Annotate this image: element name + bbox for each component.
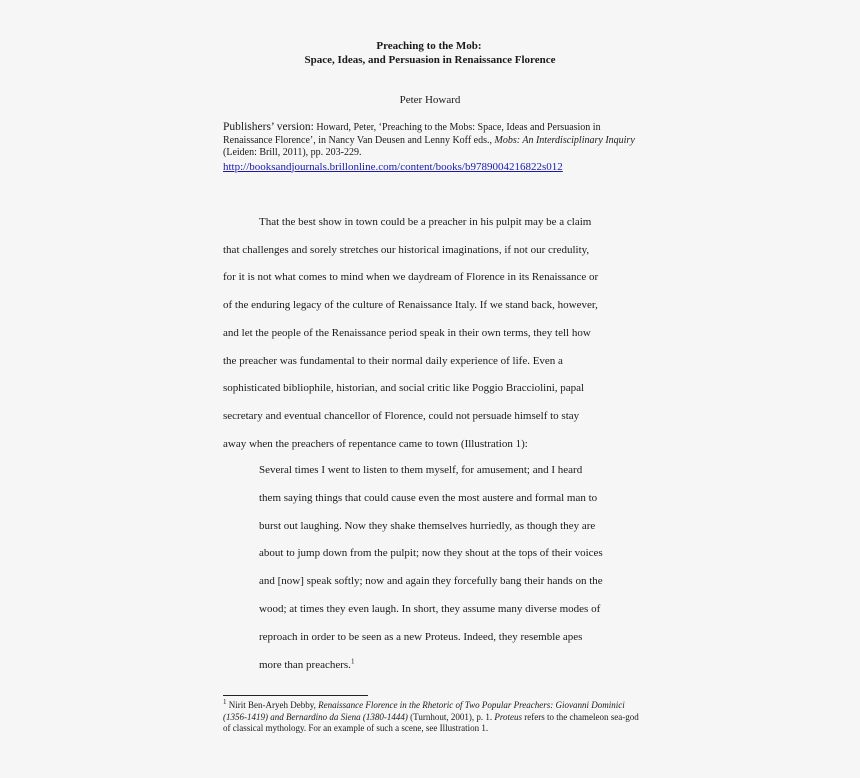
body-line: That the best show in town could be a preacher in his pulpit may be a claim	[259, 216, 592, 228]
footnote-publication: (Turnhout, 2001), p. 1.	[407, 711, 495, 722]
quote-line	[259, 574, 603, 588]
quote-line-text: Several times I went to listen to them myself, for amusement; and I heard	[259, 464, 583, 476]
quote-line	[259, 630, 582, 644]
footnote-book-title: Renaissance Florence in the Rhetoric of Two Popular Preachers: Giovanni Dominici (1356-1419) and Bernardino da Siena (1380-1444)	[223, 700, 625, 722]
title-line-2: Space, Ideas, and Persuasion in Renaissance Florence	[304, 54, 556, 66]
quote-line-text: about to jump down from the pulpit; now they shout at the tops of their voices	[259, 547, 603, 560]
quote-line-text: wood; at times they even laugh. In short, they assume many diverse modes of	[259, 603, 601, 615]
body-line: and let the people of the Renaissance period speak in their own terms, they tell how	[223, 326, 591, 339]
quote-line	[259, 602, 600, 616]
citation-text: Howard, Peter, ‘Preaching to the Mobs: Space, Ideas and Persuasion in Renaissance Florence’, in Nancy Van Deusen and Lenny Koff eds.,	[223, 122, 601, 146]
quote-line-text: reproach in order to be seen as a new Proteus. Indeed, they resemble apes	[259, 630, 583, 643]
citation-text-end: (Leiden: Brill, 2011), pp. 203-229.	[223, 147, 362, 158]
body-line: the preacher was fundamental to their normal daily experience of life. Even a	[223, 354, 563, 367]
footnote-divider	[223, 695, 368, 696]
footnote-reference[interactable]: 1	[350, 656, 355, 665]
body-line: of the enduring legacy of the culture of Renaissance Italy. If we stand back, however,	[223, 299, 598, 312]
body-line: for it is not what comes to mind when we daydream of Florence in its Renaissance or	[223, 271, 599, 284]
title-line-1: Preaching to the Mob:	[376, 40, 482, 52]
quote-line-text: more than preachers.	[259, 658, 351, 671]
publisher-label: Publishers’ version:	[223, 121, 314, 133]
body-line: that challenges and sorely stretches our historical imaginations, if not our credulity,	[223, 243, 590, 256]
publisher-citation	[223, 121, 643, 174]
footnote-marker: 1	[223, 698, 227, 706]
body-line: away when the preachers of repentance came to town (Illustration 1):	[223, 437, 528, 450]
body-line: secretary and eventual chancellor of Florence, could not persuade himself to stay	[223, 409, 580, 422]
quote-line	[259, 519, 595, 533]
quote-line-text: them saying things that could cause even the most austere and formal man to	[259, 491, 598, 504]
footnote	[223, 700, 643, 735]
publisher-link[interactable]: http://booksandjournals.brillonline.com/content/books/b9789004216822s012	[223, 160, 563, 173]
footnote-author: Nirit Ben-Aryeh Debby,	[226, 700, 319, 710]
footnote-proteus: Proteus	[494, 711, 523, 722]
footnote-rest: refers to the chameleon sea-god of classical mythology. For an example of such a scene, see Illustration 1.	[223, 711, 639, 733]
author-name: Peter Howard	[399, 94, 461, 106]
quote-line-text: burst out laughing. Now they shake themselves hurriedly, as though they are	[259, 519, 596, 532]
quote-line	[259, 546, 603, 560]
citation-italic: Mobs: An Interdisciplinary Inquiry	[494, 134, 635, 146]
quote-line	[259, 463, 582, 477]
quote-line	[259, 658, 354, 672]
quote-line	[259, 491, 597, 505]
body-line: sophisticated bibliophile, historian, and social critic like Poggio Bracciolini, papal	[223, 382, 585, 395]
quote-line-text: and [now] speak softly; now and again they forcefully bang their hands on the	[259, 575, 603, 588]
